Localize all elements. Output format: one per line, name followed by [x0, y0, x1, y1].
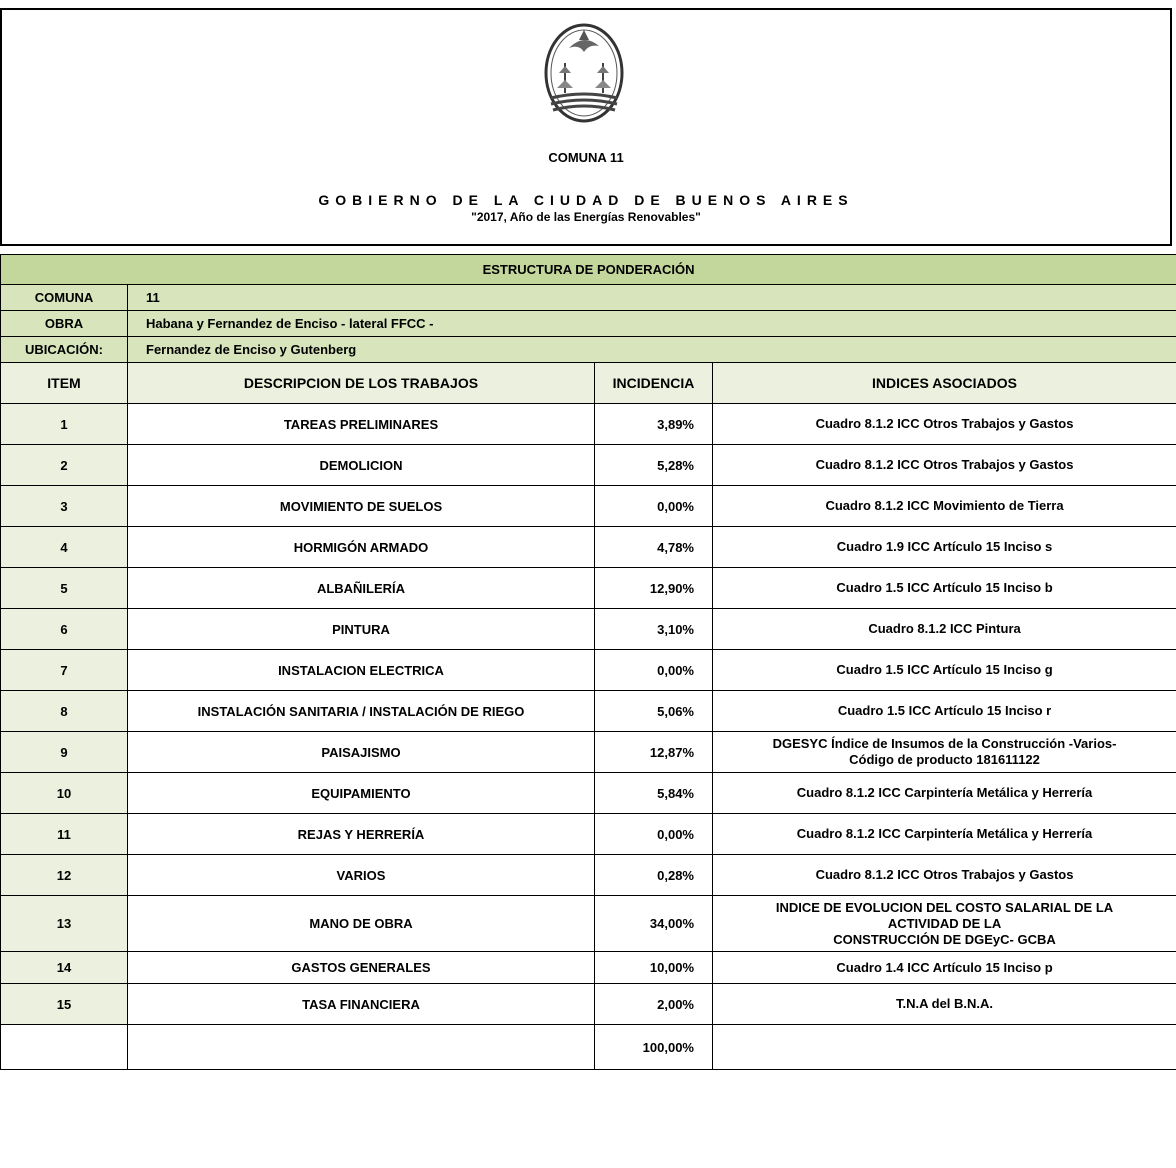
- incidence-value: 5,28%: [595, 445, 713, 486]
- meta-label-comuna: COMUNA: [1, 285, 128, 311]
- associated-index: Cuadro 8.1.2 ICC Carpintería Metálica y Herrería: [713, 814, 1176, 855]
- column-header-item: ITEM: [1, 363, 128, 404]
- incidence-value: 34,00%: [595, 896, 713, 952]
- work-description: EQUIPAMIENTO: [128, 773, 595, 814]
- associated-index: Cuadro 8.1.2 ICC Otros Trabajos y Gastos: [713, 445, 1176, 486]
- work-description: TAREAS PRELIMINARES: [128, 404, 595, 445]
- work-description: PAISAJISMO: [128, 732, 595, 773]
- work-description: DEMOLICION: [128, 445, 595, 486]
- item-number: 14: [1, 952, 128, 984]
- work-description: TASA FINANCIERA: [128, 984, 595, 1025]
- incidence-value: 0,00%: [595, 486, 713, 527]
- item-number: 11: [1, 814, 128, 855]
- column-header-incidencia: INCIDENCIA: [595, 363, 713, 404]
- table-row: [1, 650, 1176, 691]
- table-row: [1, 773, 1176, 814]
- meta-label-obra: OBRA: [1, 311, 128, 337]
- incidence-value: 0,00%: [595, 650, 713, 691]
- table-row: [1, 568, 1176, 609]
- associated-index: Cuadro 1.5 ICC Artículo 15 Inciso r: [713, 691, 1176, 732]
- associated-index-line: Código de producto 181611122: [849, 752, 1040, 767]
- table-row: [1, 896, 1176, 952]
- section-title-row: [1, 255, 1176, 285]
- associated-index-line: CONSTRUCCIÓN DE DGEyC- GCBA: [833, 931, 1056, 947]
- comuna-title: COMUNA 11: [548, 150, 624, 165]
- incidence-value: 0,00%: [595, 814, 713, 855]
- associated-index: Cuadro 8.1.2 ICC Movimiento de Tierra: [713, 486, 1176, 527]
- table-row: [1, 855, 1176, 896]
- section-title: ESTRUCTURA DE PONDERACIÓN: [1, 255, 1176, 285]
- incidence-value: 12,87%: [595, 732, 713, 773]
- item-number: 3: [1, 486, 128, 527]
- associated-index-line: ACTIVIDAD DE LA: [887, 915, 1002, 931]
- associated-index: Cuadro 1.9 ICC Artículo 15 Inciso s: [713, 527, 1176, 568]
- work-description: ALBAÑILERÍA: [128, 568, 595, 609]
- government-title: GOBIERNO DE LA CIUDAD DE BUENOS AIRES: [318, 192, 854, 208]
- incidence-value: 4,78%: [595, 527, 713, 568]
- column-header-descripcion: DESCRIPCION DE LOS TRABAJOS: [128, 363, 595, 404]
- work-description: INSTALACIÓN SANITARIA / INSTALACIÓN DE RIEGO: [128, 691, 595, 732]
- incidence-value: 10,00%: [595, 952, 713, 984]
- work-description: VARIOS: [128, 855, 595, 896]
- meta-row-ubicacion: [1, 337, 1176, 363]
- table-row: [1, 814, 1176, 855]
- city-seal-logo: [539, 18, 629, 128]
- document-header: [0, 8, 1172, 246]
- incidence-value: 5,84%: [595, 773, 713, 814]
- total-index-blank: [713, 1025, 1176, 1070]
- item-number: 6: [1, 609, 128, 650]
- item-number: 12: [1, 855, 128, 896]
- item-number: 1: [1, 404, 128, 445]
- incidence-value: 3,89%: [595, 404, 713, 445]
- item-number: 9: [1, 732, 128, 773]
- incidence-value: 2,00%: [595, 984, 713, 1025]
- associated-index: Cuadro 8.1.2 ICC Pintura: [713, 609, 1176, 650]
- work-description: HORMIGÓN ARMADO: [128, 527, 595, 568]
- table-row: [1, 984, 1176, 1025]
- associated-index: T.N.A del B.N.A.: [713, 984, 1176, 1025]
- associated-index: Cuadro 1.4 ICC Artículo 15 Inciso p: [713, 952, 1176, 984]
- associated-index: Cuadro 1.5 ICC Artículo 15 Inciso g: [713, 650, 1176, 691]
- item-number: 13: [1, 896, 128, 952]
- incidence-value: 12,90%: [595, 568, 713, 609]
- year-motto: "2017, Año de las Energías Renovables": [471, 210, 701, 224]
- work-description: PINTURA: [128, 609, 595, 650]
- item-number: 4: [1, 527, 128, 568]
- associated-index: Cuadro 8.1.2 ICC Carpintería Metálica y Herrería: [713, 773, 1176, 814]
- work-description: REJAS Y HERRERÍA: [128, 814, 595, 855]
- associated-index-line: INDICE DE EVOLUCION DEL COSTO SALARIAL DE LA: [775, 899, 1114, 915]
- table-row: [1, 527, 1176, 568]
- meta-row-comuna: [1, 285, 1176, 311]
- associated-index: Cuadro 1.5 ICC Artículo 15 Inciso b: [713, 568, 1176, 609]
- item-number: 8: [1, 691, 128, 732]
- total-row: [1, 1025, 1176, 1070]
- item-number: 15: [1, 984, 128, 1025]
- table-row: [1, 445, 1176, 486]
- total-description-blank: [128, 1025, 595, 1070]
- table-row: [1, 732, 1176, 773]
- associated-index: Cuadro 8.1.2 ICC Otros Trabajos y Gastos: [713, 855, 1176, 896]
- item-number: 7: [1, 650, 128, 691]
- total-incidence: 100,00%: [595, 1025, 713, 1070]
- item-number: 10: [1, 773, 128, 814]
- table-row: [1, 691, 1176, 732]
- column-header-row: [1, 363, 1176, 404]
- incidence-value: 5,06%: [595, 691, 713, 732]
- associated-index: Cuadro 8.1.2 ICC Otros Trabajos y Gastos: [713, 404, 1176, 445]
- incidence-value: 0,28%: [595, 855, 713, 896]
- total-item-blank: [1, 1025, 128, 1070]
- work-description: MOVIMIENTO DE SUELOS: [128, 486, 595, 527]
- weighting-table: [0, 254, 1176, 1070]
- associated-index-line: DGESYC Índice de Insumos de la Construcción -Varios-: [772, 736, 1117, 751]
- item-number: 2: [1, 445, 128, 486]
- meta-label-ubicacion: UBICACIÓN:: [1, 337, 128, 363]
- incidence-value: 3,10%: [595, 609, 713, 650]
- table-row: [1, 404, 1176, 445]
- column-header-indices: INDICES ASOCIADOS: [713, 363, 1176, 404]
- meta-row-obra: [1, 311, 1176, 337]
- meta-value-obra: Habana y Fernandez de Enciso - lateral FFCC -: [128, 311, 1176, 337]
- work-description: GASTOS GENERALES: [128, 952, 595, 984]
- associated-index: [713, 732, 1176, 773]
- work-description: MANO DE OBRA: [128, 896, 595, 952]
- associated-index: [713, 896, 1176, 952]
- work-description: INSTALACION ELECTRICA: [128, 650, 595, 691]
- item-number: 5: [1, 568, 128, 609]
- table-row: [1, 609, 1176, 650]
- table-row: [1, 486, 1176, 527]
- meta-value-ubicacion: Fernandez de Enciso y Gutenberg: [128, 337, 1176, 363]
- meta-value-comuna: 11: [128, 285, 1176, 311]
- table-row: [1, 952, 1176, 984]
